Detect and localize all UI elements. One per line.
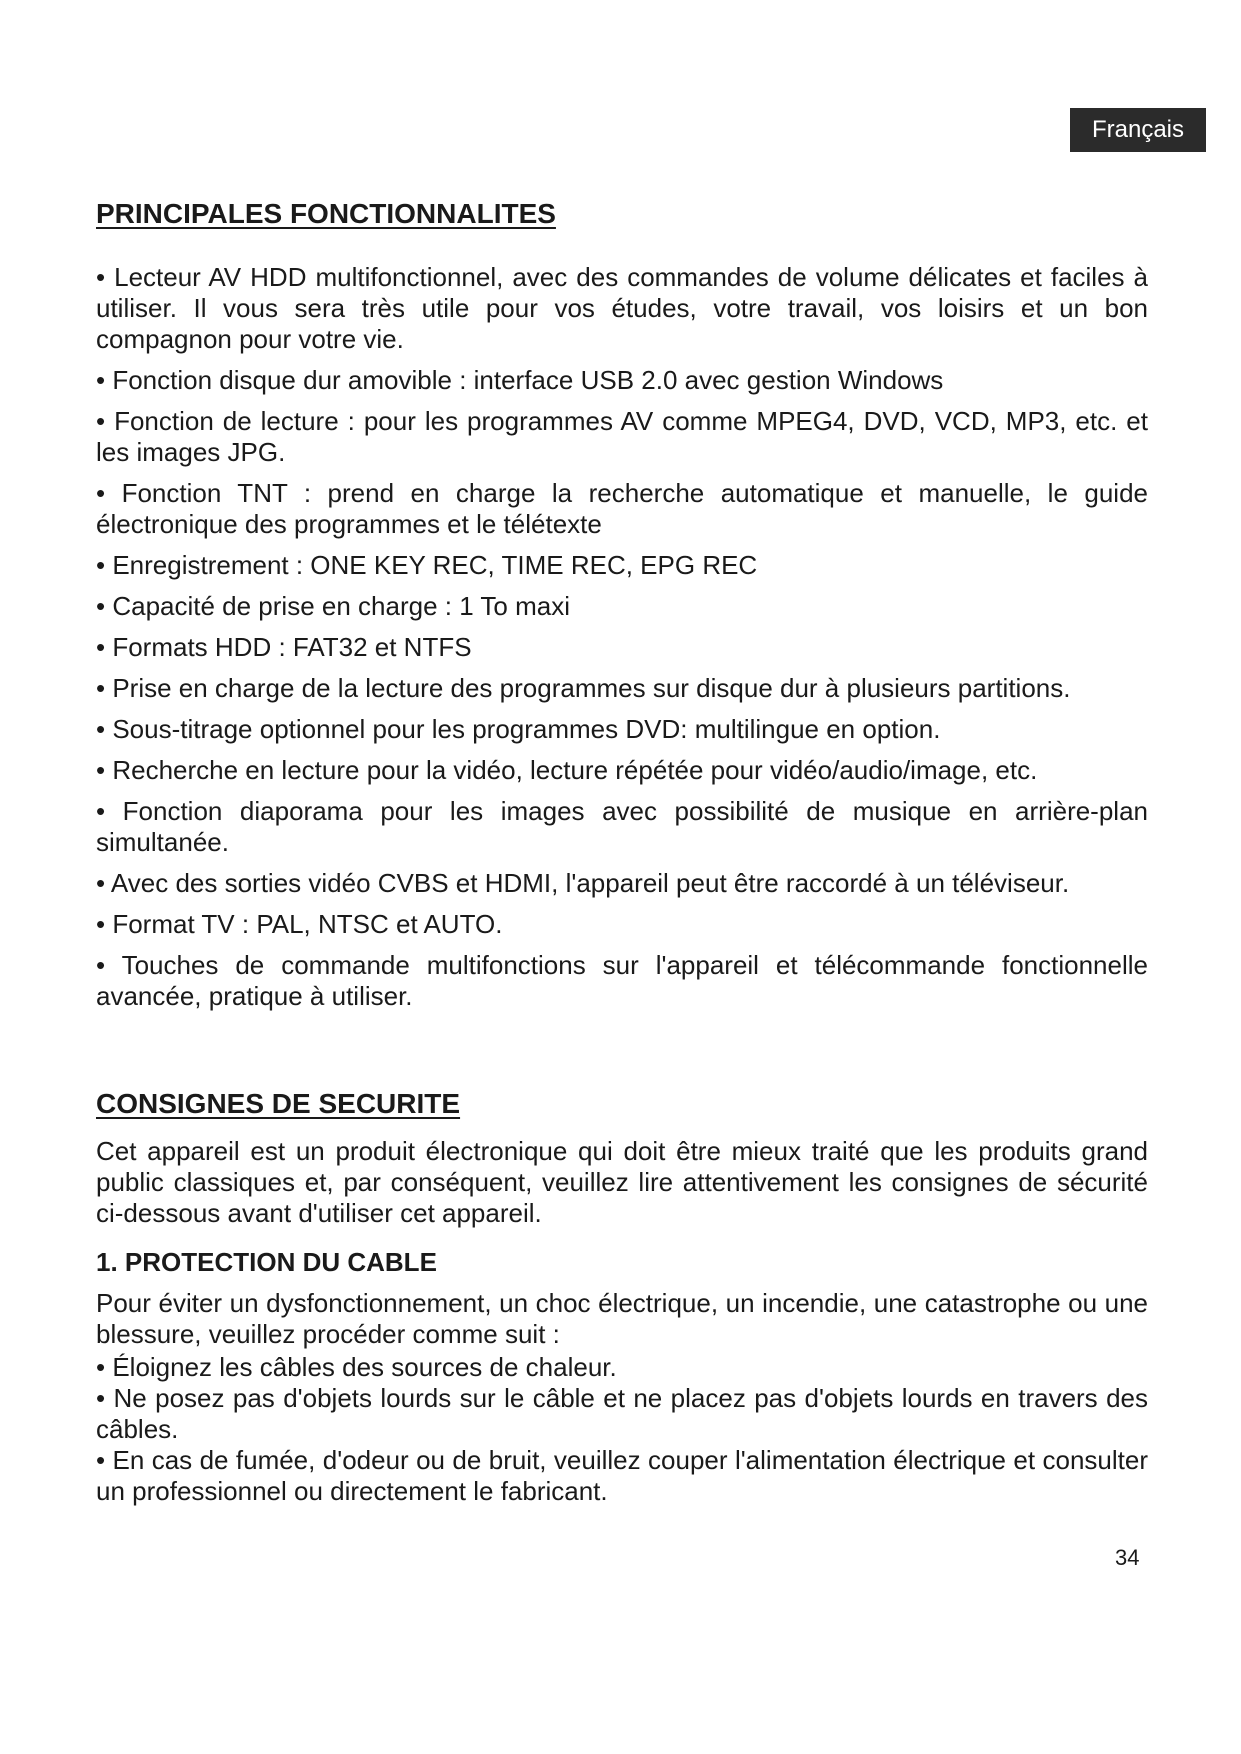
feature-item: • Touches de commande multifonctions sur l'appareil et télécommande fonctionnelle avancée, pratique à utiliser. [96,950,1148,1011]
page-content [96,196,1148,1507]
cable-protection-intro: Pour éviter un dysfonctionnement, un choc électrique, un incendie, une catastrophe ou une blessure, veuillez procéder comme suit : [96,1288,1148,1349]
feature-item: • Format TV : PAL, NTSC et AUTO. [96,909,503,939]
cable-protection-list [96,1352,1148,1507]
cable-protection-heading: 1. PROTECTION DU CABLE [96,1247,437,1277]
feature-item: • Lecteur AV HDD multifonctionnel, avec des commandes de volume délicates et faciles à utiliser. Il vous sera très utile pour vos études, votre travail, vos loisirs et un bon compagnon pour votre vie. [96,262,1148,354]
language-badge: Français [1070,108,1206,152]
feature-item: • Avec des sorties vidéo CVBS et HDMI, l'appareil peut être raccordé à un téléviseur. [96,868,1070,898]
features-list [96,262,1148,1012]
feature-item: • Fonction de lecture : pour les programmes AV comme MPEG4, DVD, VCD, MP3, etc. et les images JPG. [96,406,1148,467]
feature-item: • Prise en charge de la lecture des programmes sur disque dur à plusieurs partitions. [96,673,1071,703]
safety-item: • Éloignez les câbles des sources de chaleur. [96,1352,617,1382]
features-title: PRINCIPALES FONCTIONNALITES [96,198,556,229]
feature-item: • Formats HDD : FAT32 et NTFS [96,632,472,662]
feature-item: • Enregistrement : ONE KEY REC, TIME REC, EPG REC [96,550,758,580]
safety-item: • En cas de fumée, d'odeur ou de bruit, veuillez couper l'alimentation électrique et consulter un professionnel ou directement le fabricant. [96,1445,1148,1506]
feature-item: • Capacité de prise en charge : 1 To maxi [96,591,570,621]
feature-item: • Fonction disque dur amovible : interface USB 2.0 avec gestion Windows [96,365,944,395]
safety-title: CONSIGNES DE SECURITE [96,1088,461,1119]
feature-item: • Fonction diaporama pour les images avec possibilité de musique en arrière-plan simultanée. [96,796,1148,857]
feature-item: • Fonction TNT : prend en charge la recherche automatique et manuelle, le guide électronique des programmes et le télétexte [96,478,1148,539]
feature-item: • Recherche en lecture pour la vidéo, lecture répétée pour vidéo/audio/image, etc. [96,755,1038,785]
feature-item: • Sous-titrage optionnel pour les programmes DVD: multilingue en option. [96,714,941,744]
page-number: 34 [1115,1545,1140,1570]
safety-item: • Ne posez pas d'objets lourds sur le câble et ne placez pas d'objets lourds en travers des câbles. [96,1383,1148,1444]
safety-intro: Cet appareil est un produit électronique qui doit être mieux traité que les produits grand public classiques et, par conséquent, veuillez lire attentivement les consignes de sécurité ci-dessous avant d'utiliser cet appareil. [96,1136,1148,1228]
